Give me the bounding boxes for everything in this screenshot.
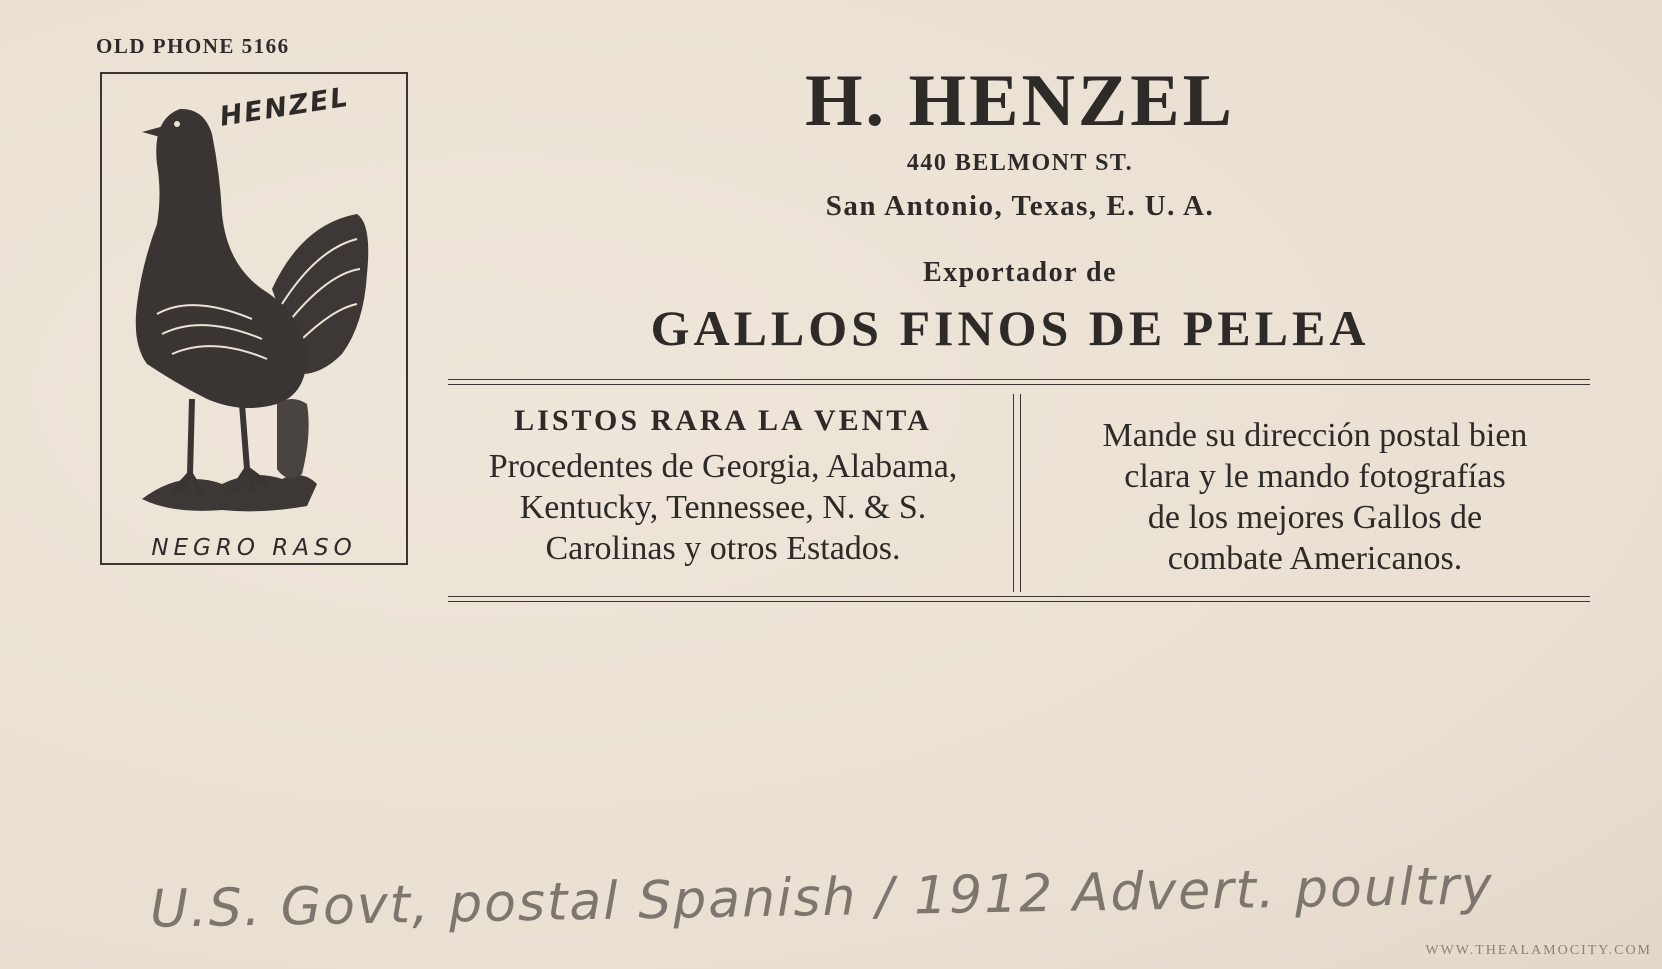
left-column — [448, 404, 998, 569]
right-line: combate Americanos. — [1167, 540, 1463, 577]
right-body — [1040, 415, 1590, 579]
old-phone-number: OLD PHONE 5166 — [96, 34, 290, 58]
logo-brand-text: HENZEL — [217, 81, 352, 133]
right-line: Mande su dirección postal bien — [1102, 417, 1528, 454]
top-double-rule — [448, 379, 1590, 385]
business-name: H. HENZEL — [805, 60, 1235, 142]
right-column — [1040, 415, 1590, 579]
left-subheading: LISTOS RARA LA VENTA — [514, 404, 932, 437]
bottom-double-rule — [448, 596, 1590, 602]
street-address: 440 BELMONT ST. — [906, 150, 1134, 176]
left-line: Procedentes de Georgia, Alabama, — [488, 448, 958, 485]
right-line: de los mejores Gallos de — [1147, 499, 1483, 536]
left-line: Carolinas y otros Estados. — [545, 530, 901, 567]
left-body — [448, 446, 998, 569]
logo-caption: NEGRO RASO — [151, 535, 357, 561]
rooster-illustration — [102, 74, 406, 563]
handwritten-pencil-note: U.S. Govt, postal Spanish / 1912 Advert. poultry — [149, 856, 1495, 940]
city-address: San Antonio, Texas, E. U. A. — [825, 190, 1215, 222]
watermark: WWW.THEALAMOCITY.COM — [1425, 943, 1652, 958]
column-divider — [1013, 394, 1021, 592]
exporter-line: Exportador de — [923, 257, 1117, 288]
headline: GALLOS FINOS DE PELEA — [650, 300, 1370, 356]
rooster-logo-box — [100, 72, 408, 565]
right-line: clara y le mando fotografías — [1124, 458, 1506, 495]
left-line: Kentucky, Tennessee, N. & S. — [519, 489, 927, 526]
